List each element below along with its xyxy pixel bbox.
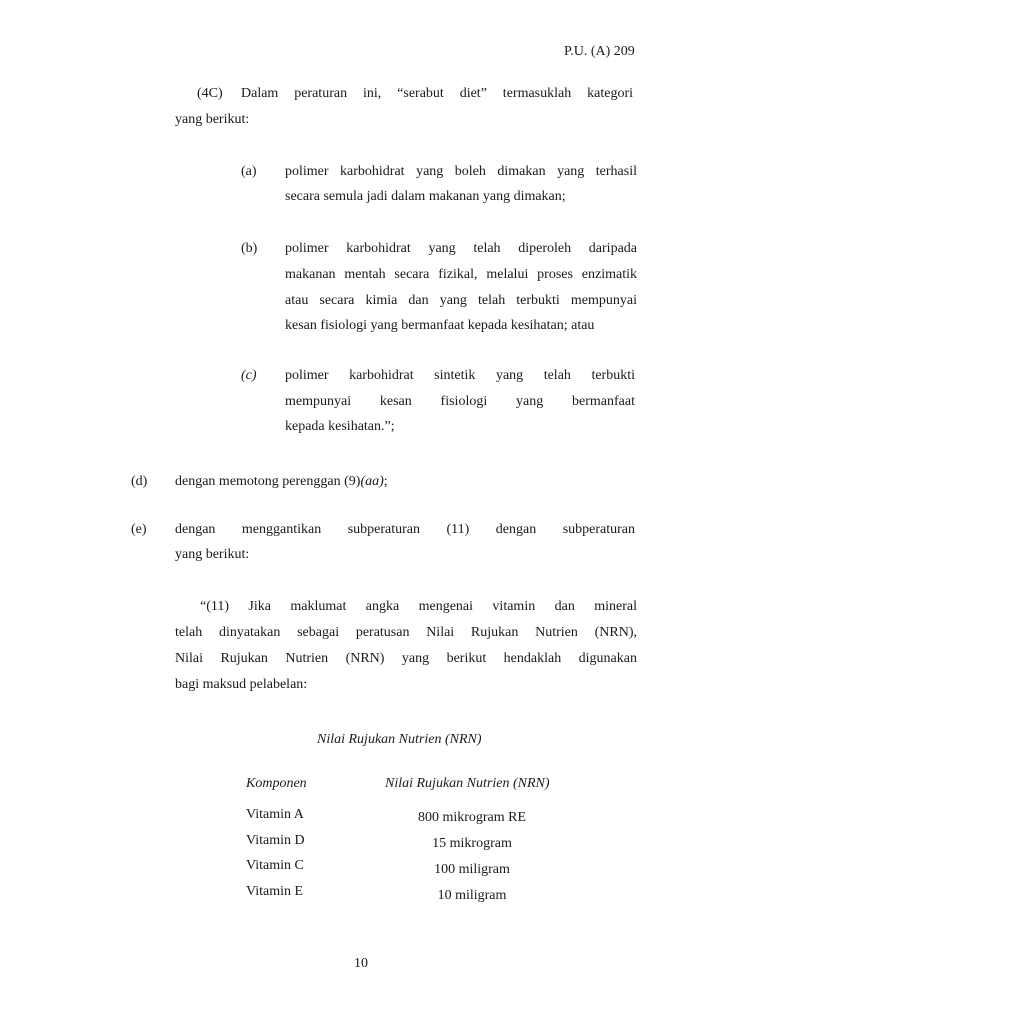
paragraph-text-line: yang berikut: xyxy=(175,547,250,562)
paragraph-d-text xyxy=(175,474,388,490)
table-cell-value: 15 mikrogram xyxy=(432,836,512,851)
item-text-line: atau secara kimia dan yang telah terbukti mempunyai xyxy=(285,293,637,308)
table-cell-component: Vitamin C xyxy=(246,858,304,873)
clause-text-line: Dalam peraturan ini, “serabut diet” termasuklah kategori xyxy=(241,86,633,101)
table-title: Nilai Rujukan Nutrien (NRN) xyxy=(317,732,482,747)
item-text-line: kesan fisiologi yang bermanfaat kepada kesihatan; atau xyxy=(285,318,595,333)
item-label: (b) xyxy=(241,241,258,256)
paragraph-label: (d) xyxy=(131,474,148,489)
item-text-line: kepada kesihatan.”; xyxy=(285,419,395,434)
quote-text-line: Nilai Rujukan Nutrien (NRN) yang berikut hendaklah digunakan xyxy=(175,651,637,666)
item-text-line: polimer karbohidrat yang boleh dimakan yang terhasil xyxy=(285,164,637,179)
quote-text-line: “(11) Jika maklumat angka mengenai vitamin dan mineral xyxy=(200,599,637,614)
table-cell-component: Vitamin E xyxy=(246,884,304,899)
paragraph-d-italic: (aa) xyxy=(360,474,384,489)
paragraph-d-main: dengan memotong perenggan (9) xyxy=(175,474,361,489)
item-text-line: mempunyai kesan fisiologi yang bermanfaat xyxy=(285,394,635,409)
item-label: (a) xyxy=(241,164,257,179)
table-cell-value: 10 miligram xyxy=(437,888,507,903)
page-number: 10 xyxy=(354,956,368,971)
paragraph-label: (e) xyxy=(131,522,147,537)
item-text-line: secara semula jadi dalam makanan yang dimakan; xyxy=(285,189,566,204)
table-cell-component: Vitamin D xyxy=(246,833,305,848)
table-cell-value: 100 miligram xyxy=(434,862,510,877)
clause-number: (4C) xyxy=(197,86,223,101)
table-cell-component: Vitamin A xyxy=(246,807,304,822)
quote-text-line: bagi maksud pelabelan: xyxy=(175,677,308,692)
item-text-line: makanan mentah secara fizikal, melalui proses enzimatik xyxy=(285,267,637,282)
paragraph-d-end: ; xyxy=(383,474,388,489)
item-text-line: polimer karbohidrat sintetik yang telah terbukti xyxy=(285,368,635,383)
item-label: (c) xyxy=(241,368,257,383)
item-text-line: polimer karbohidrat yang telah diperoleh daripada xyxy=(285,241,637,256)
table-header-component: Komponen xyxy=(246,776,307,791)
table-header-value: Nilai Rujukan Nutrien (NRN) xyxy=(385,776,550,791)
document-reference: P.U. (A) 209 xyxy=(564,44,635,59)
clause-text-line: yang berikut: xyxy=(175,112,250,127)
quote-text-line: telah dinyatakan sebagai peratusan Nilai Rujukan Nutrien (NRN), xyxy=(175,625,637,640)
paragraph-text-line: dengan menggantikan subperaturan (11) dengan subperaturan xyxy=(175,522,635,537)
table-cell-value: 800 mikrogram RE xyxy=(417,810,527,825)
